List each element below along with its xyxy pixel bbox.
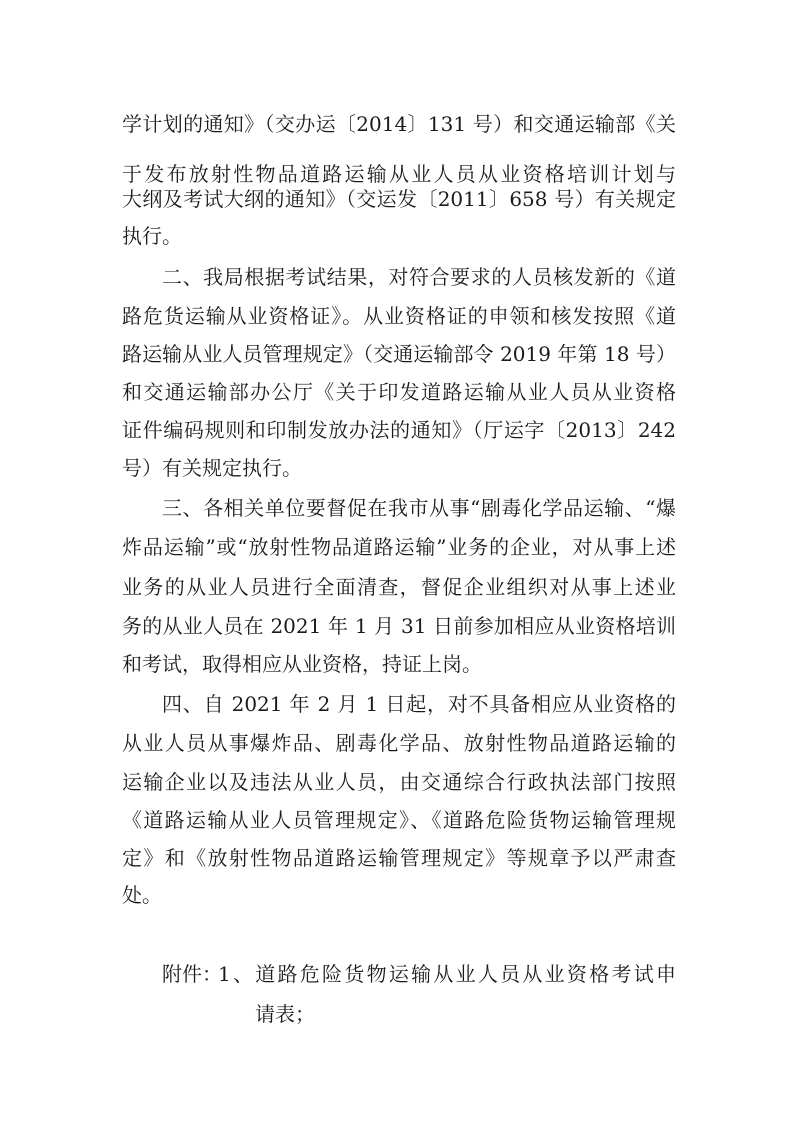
- paragraph-2-line-6: 号）有关规定执行。: [122, 456, 302, 480]
- paragraph-4-line-6: 处。: [122, 883, 162, 907]
- attachment-item-1-line-1: 1、道路危险货物运输从业人员从业资格考试申: [218, 962, 676, 986]
- paragraph-3-line-2: 炸品运输”或“放射性物品道路运输”业务的企业，对从事上述: [122, 535, 676, 559]
- paragraph-3-line-1: 三、各相关单位要督促在我市从事“剧毒化学品运输、“爆: [162, 496, 676, 520]
- paragraph-2-line-3: 路运输从业人员管理规定》（交通运输部令 2019 年第 18 号）: [122, 342, 676, 366]
- paragraph-2-line-5: 证件编码规则和印制发放办法的通知》（厅运字〔2013〕242: [122, 418, 676, 442]
- paragraph-4-line-2: 从业人员从事爆炸品、剧毒化学品、放射性物品道路运输的: [122, 731, 676, 755]
- paragraph-3-line-3: 业务的从业人员进行全面清查，督促企业组织对从事上述业: [122, 575, 676, 599]
- paragraph-1-line-2: 于发布放射性物品道路运输从业人员从业资格培训计划与: [122, 162, 676, 186]
- paragraph-4-line-4: 《道路运输从业人员管理规定》、《道路危险货物运输管理规: [122, 808, 676, 832]
- paragraph-1-line-3: 大纲及考试大纲的通知》（交运发〔2011〕658 号）有关规定: [122, 187, 676, 211]
- paragraph-2-line-1: 二、我局根据考试结果，对符合要求的人员核发新的《道: [162, 265, 676, 289]
- paragraph-4-line-1: 四、自 2021 年 2 月 1 日起，对不具备相应从业资格的: [162, 692, 676, 716]
- paragraph-2-line-4: 和交通运输部办公厅《关于印发道路运输从业人员从业资格: [122, 380, 676, 404]
- paragraph-2-line-2: 路危货运输从业资格证》。从业资格证的申领和核发按照《道: [122, 304, 676, 328]
- paragraph-3-line-5: 和考试，取得相应从业资格，持证上岗。: [122, 652, 482, 676]
- paragraph-1-line-4: 执行。: [122, 224, 182, 248]
- attachment-label: 附件：: [162, 962, 222, 986]
- paragraph-4-line-5: 定》和《放射性物品道路运输管理规定》等规章予以严肃查: [122, 846, 676, 870]
- paragraph-1-line-1: 学计划的通知》（交办运〔2014〕131 号）和交通运输部《关: [122, 112, 676, 136]
- attachment-item-1-line-2: 请表；: [255, 1002, 315, 1026]
- paragraph-4-line-3: 运输企业以及违法从业人员，由交通综合行政执法部门按照: [122, 770, 676, 794]
- paragraph-3-line-4: 务的从业人员在 2021 年 1 月 31 日前参加相应从业资格培训: [122, 614, 676, 638]
